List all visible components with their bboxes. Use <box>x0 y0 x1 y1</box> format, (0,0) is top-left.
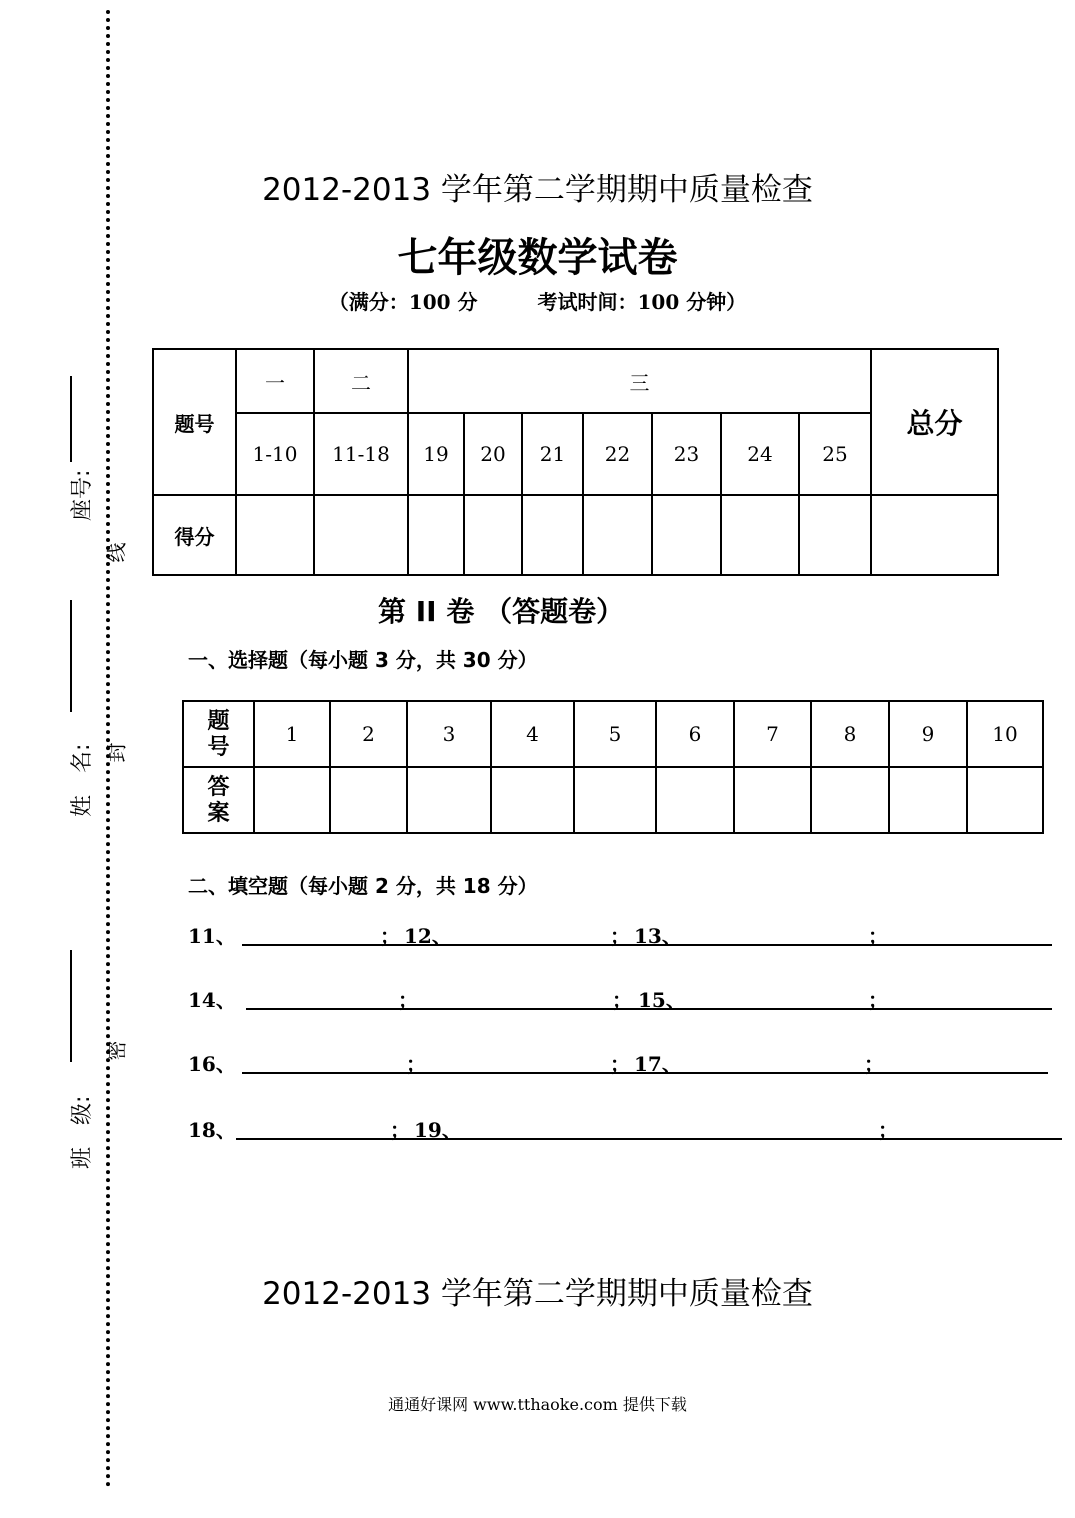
answer-col-3: 3 <box>407 701 491 767</box>
q16-sep-1: ； <box>406 1052 426 1076</box>
score-group-1: 一 <box>236 349 314 413</box>
answer-col-8: 8 <box>811 701 889 767</box>
q14-label: 14、 <box>188 988 236 1012</box>
score-table <box>152 348 999 576</box>
score-cell <box>871 495 998 575</box>
section1-heading: 一、选择题（每小题 3 分，共 30 分） <box>188 648 538 672</box>
fill-row-4 <box>188 1114 898 1144</box>
score-col-22: 22 <box>583 413 652 495</box>
section2-heading: 二、填空题（每小题 2 分，共 18 分） <box>188 874 538 898</box>
answer-cell[interactable] <box>574 767 656 833</box>
q18-sep: ； <box>390 1118 410 1142</box>
score-row-header-score: 得分 <box>153 495 236 575</box>
class-underline <box>70 950 72 1062</box>
q19-blank[interactable] <box>462 1138 1062 1140</box>
q14-sep-2: ； <box>612 988 632 1012</box>
answer-col-10: 10 <box>967 701 1043 767</box>
answer-cell[interactable] <box>656 767 734 833</box>
answer-cell[interactable] <box>330 767 407 833</box>
exam-subtitle: （满分：100 分 考试时间：100 分钟） <box>328 290 747 314</box>
seal-char-line: 线 <box>104 542 129 563</box>
answer-col-6: 6 <box>656 701 734 767</box>
seat-label: 座号: <box>70 469 95 521</box>
q17-label: 17、 <box>634 1052 682 1076</box>
q16-sep-2: ； <box>610 1052 630 1076</box>
answer-col-9: 9 <box>889 701 967 767</box>
answer-cell[interactable] <box>889 767 967 833</box>
q16-label: 16、 <box>188 1052 236 1076</box>
answer-col-7: 7 <box>734 701 811 767</box>
answer-col-2: 2 <box>330 701 407 767</box>
q11-sep: ； <box>380 924 400 948</box>
q18-label: 18、 <box>188 1118 236 1142</box>
q14-sep-1: ； <box>398 988 418 1012</box>
score-cell <box>652 495 721 575</box>
score-col-25: 25 <box>799 413 871 495</box>
answer-col-4: 4 <box>491 701 574 767</box>
name-underline <box>70 600 72 712</box>
score-row-header-question: 题号 <box>153 349 236 495</box>
exam-term-title: 2012-2013 学年第二学期期中质量检查 <box>262 172 813 208</box>
paper-two-title: 第 II 卷 （答题卷） <box>378 595 625 628</box>
seal-char-seal: 封 <box>104 742 129 763</box>
download-footer: 通通好课网 www.tthaoke.com 提供下载 <box>388 1395 687 1414</box>
answer-cell[interactable] <box>407 767 491 833</box>
fill-row-1 <box>188 920 888 950</box>
score-cell <box>721 495 799 575</box>
score-col-19: 19 <box>408 413 464 495</box>
score-cell <box>236 495 314 575</box>
answer-table <box>182 700 1044 834</box>
q15-label: 15、 <box>638 988 686 1012</box>
score-col-1-10: 1-10 <box>236 413 314 495</box>
answer-cell[interactable] <box>254 767 330 833</box>
repeat-term-title: 2012-2013 学年第二学期期中质量检查 <box>262 1276 813 1312</box>
answer-row-header-question: 题 号 <box>183 701 254 767</box>
score-col-11-18: 11-18 <box>314 413 408 495</box>
score-cell <box>799 495 871 575</box>
q17-sep: ； <box>864 1052 884 1076</box>
q15-sep: ； <box>868 988 888 1012</box>
q12-label: 12、 <box>404 924 452 948</box>
answer-cell[interactable] <box>967 767 1043 833</box>
seat-underline <box>70 376 72 462</box>
seal-char-secret: 密 <box>104 1040 129 1061</box>
score-col-21: 21 <box>522 413 583 495</box>
q11-label: 11、 <box>188 924 236 948</box>
q12-sep: ； <box>610 924 630 948</box>
fill-row-3 <box>188 1048 888 1078</box>
answer-col-1: 1 <box>254 701 330 767</box>
answer-cell[interactable] <box>811 767 889 833</box>
q13-sep: ； <box>868 924 888 948</box>
answer-row-header-answer: 答 案 <box>183 767 254 833</box>
score-cell <box>408 495 464 575</box>
score-group-2: 二 <box>314 349 408 413</box>
score-group-3: 三 <box>408 349 871 413</box>
score-total-header: 总分 <box>871 349 998 495</box>
score-col-23: 23 <box>652 413 721 495</box>
exam-main-title: 七年级数学试卷 <box>397 235 678 281</box>
q13-label: 13、 <box>634 924 682 948</box>
score-cell <box>522 495 583 575</box>
score-col-20: 20 <box>464 413 522 495</box>
answer-cell[interactable] <box>491 767 574 833</box>
q19-sep: ； <box>878 1118 898 1142</box>
score-cell <box>314 495 408 575</box>
score-cell <box>464 495 522 575</box>
answer-cell[interactable] <box>734 767 811 833</box>
name-label: 姓 名: <box>70 743 95 817</box>
class-label: 班 级: <box>70 1095 95 1169</box>
answer-col-5: 5 <box>574 701 656 767</box>
score-col-24: 24 <box>721 413 799 495</box>
q19-label: 19、 <box>414 1118 462 1142</box>
score-cell <box>583 495 652 575</box>
fill-row-2 <box>188 984 888 1014</box>
